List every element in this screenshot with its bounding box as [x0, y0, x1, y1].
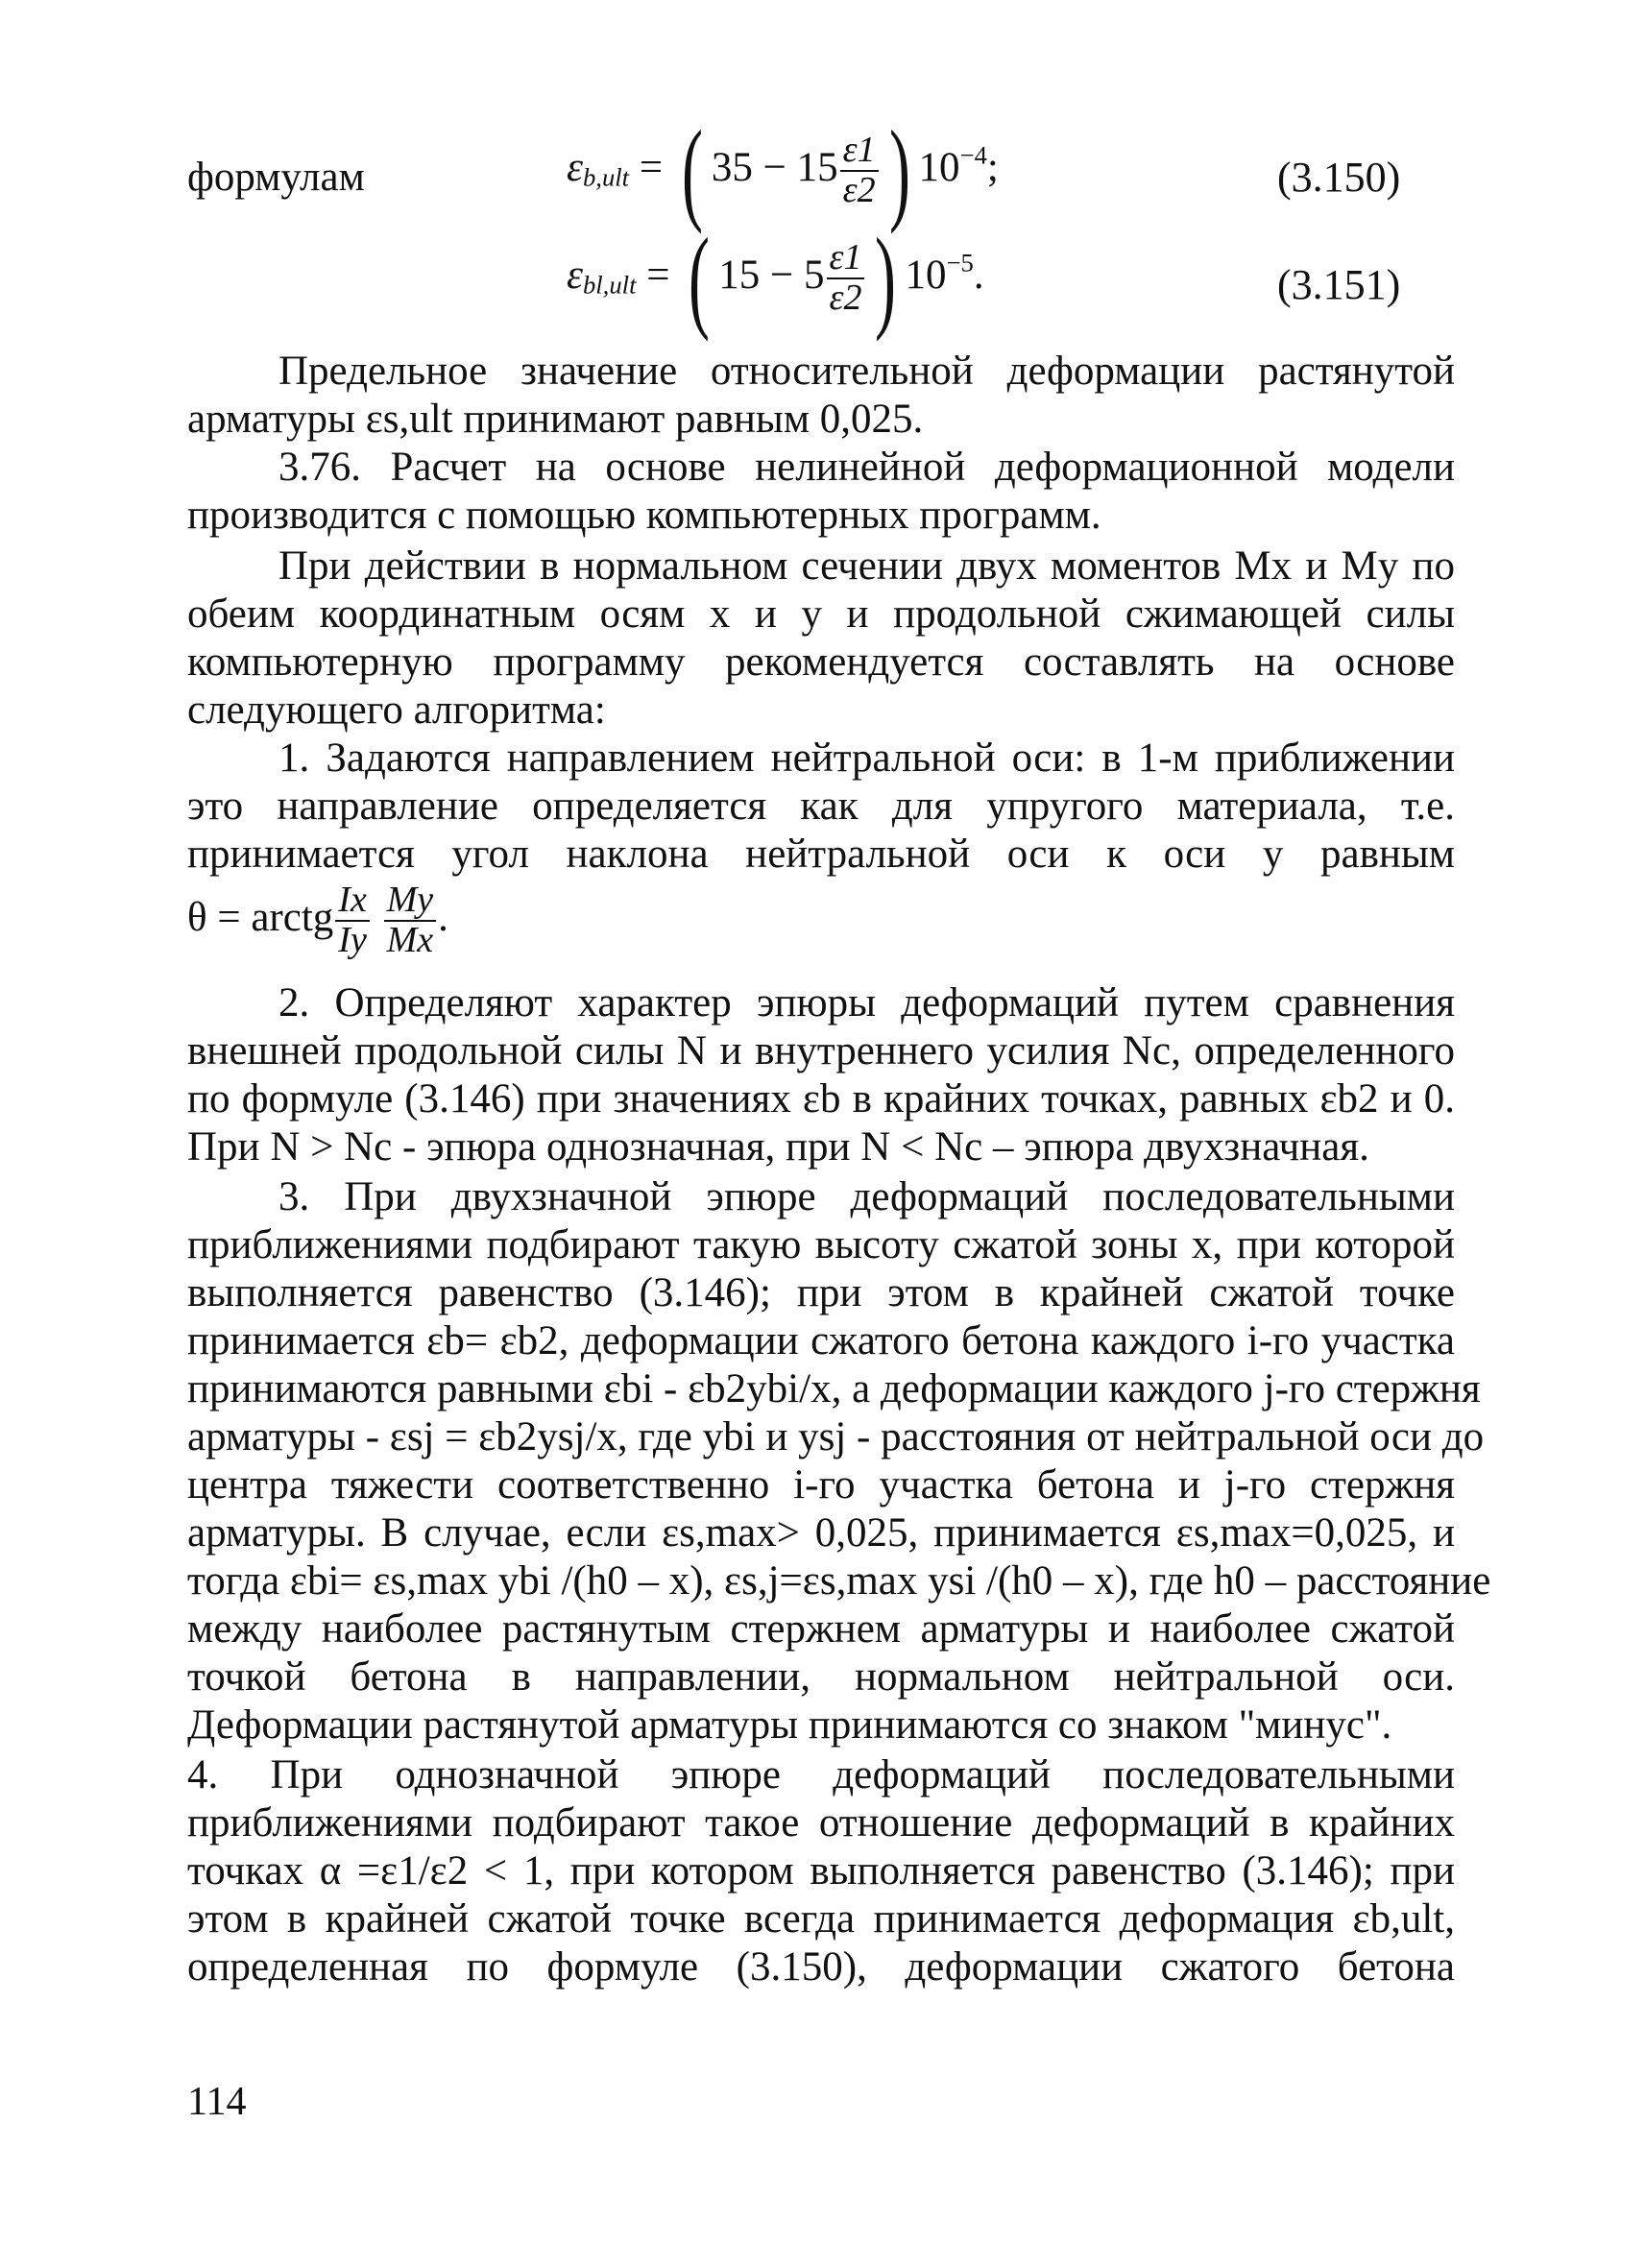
text-line: принимается угол наклона нейтральной оси к оси y равным — [187, 832, 1455, 877]
equation-number-3-150: (3.150) — [1277, 154, 1401, 201]
eq150-numerator: ε1 — [840, 132, 879, 172]
eq150-tail: ; — [986, 144, 999, 190]
text-line: 1. Задаются направлением нейтральной оси: в 1-м приближении — [278, 736, 1455, 781]
eq150-exponent: −4 — [959, 140, 987, 170]
theta-fraction-2 — [384, 881, 437, 960]
text-line: точках α =ε1/ε2 < 1, при котором выполняется равенство (3.146); при — [187, 1848, 1455, 1894]
eq151-power: 10 — [905, 252, 947, 298]
eq151-exponent: −5 — [946, 248, 974, 277]
text-line: внешней продольной силы N и внутреннего усилия Nc, определенного — [187, 1028, 1455, 1074]
eq150-lhs-sub: b,ult — [582, 162, 630, 192]
intro-word: формулам — [187, 155, 365, 200]
text-line: приближениями подбирают такое отношение деформаций в крайних — [187, 1800, 1455, 1846]
theta-tail: . — [438, 894, 448, 940]
text-line: Деформации растянутой арматуры принимаются со знаком "минус". — [187, 1702, 1392, 1748]
text-line: точкой бетона в направлении, нормальном нейтральной оси. — [187, 1654, 1455, 1700]
theta-prefix: θ = arctg — [187, 894, 334, 940]
text-line: принимается εb= εb2, деформации сжатого бетона каждого i-го участка — [187, 1318, 1455, 1363]
theta-num-1: Ix — [335, 881, 370, 922]
eq150-fraction — [840, 132, 879, 210]
page-number: 114 — [187, 2080, 247, 2124]
text-line: приближениями подбирают такую высоту сжатой зоны x, при которой — [187, 1222, 1455, 1267]
theta-fraction-1 — [335, 881, 370, 960]
eq151-lhs-sub: bl,ult — [582, 270, 637, 300]
right-paren: ) — [888, 107, 910, 234]
eq150-lhs: ε — [567, 144, 583, 190]
eq150-denominator: ε2 — [842, 170, 876, 210]
eq151-denominator: ε2 — [829, 277, 862, 318]
eq150-power: 10 — [918, 144, 960, 190]
text-line: между наиболее растянутым стержнем арматуры и наиболее сжатой — [187, 1606, 1455, 1652]
text-line: выполняется равенство (3.146); при этом в крайней сжатой точке — [187, 1270, 1455, 1315]
text-line: производится с помощью компьютерных программ. — [187, 493, 1101, 538]
text-line: центра тяжести соответственно i-го участка бетона и j-го стержня — [187, 1462, 1455, 1508]
eq151-tail: . — [973, 252, 984, 298]
text-line: арматуры εs,ult принимают равным 0,025. — [187, 397, 924, 442]
text-line: 2. Определяют характер эпюры деформаций путем сравнения — [278, 980, 1455, 1025]
eq151-body: 15 − 5 — [718, 252, 825, 298]
text-line: арматуры - εsj = εb2ysj/x, где ybi и ysj - расстояния от нейтральной оси до — [187, 1414, 1485, 1460]
left-paren: ( — [689, 214, 711, 342]
eq150-body: 35 − 15 — [711, 144, 838, 190]
text-line: Предельное значение относительной деформации растянутой — [278, 349, 1455, 394]
theta-num-2: My — [384, 881, 437, 922]
right-paren: ) — [875, 214, 897, 342]
eq151-fraction — [827, 239, 865, 318]
theta-den-1: Iy — [338, 919, 367, 960]
text-line: принимаются равными εbi - εb2ybi/x, а деформации каждого j-го стержня — [187, 1366, 1481, 1411]
equation-3-150: $\varepsilon_{b,ult}$ = ( 35 − 15 $\frac{\varepsilon 1}{\varepsilon 2}$ ) $10^{-4}$; — [567, 107, 999, 234]
text-line: это направление определяется как для упругого материала, т.е. — [187, 784, 1455, 829]
text-line: 4. При однозначной эпюре деформаций последовательными — [187, 1752, 1455, 1798]
theta-den-2: Mx — [386, 919, 434, 960]
text-line: арматуры. В случае, если εs,max> 0,025, принимается εs,max=0,025, и — [187, 1510, 1455, 1556]
text-line: компьютерную программу рекомендуется составлять на основе — [187, 639, 1455, 685]
text-line: тогда εbi= εs,max ybi /(h0 – x), εs,j=εs,max ysi /(h0 – x), где h0 – расстояние — [187, 1558, 1491, 1604]
left-paren: ( — [681, 107, 703, 234]
eq151-lhs: ε — [567, 252, 583, 298]
text-line: 3. При двухзначной эпюре деформаций последовательными — [278, 1174, 1455, 1219]
text-line: обеим координатным осям x и y и продольной сжимающей силы — [187, 591, 1455, 637]
text-line: по формуле (3.146) при значениях εb в крайних точках, равных εb2 и 0. — [187, 1076, 1455, 1122]
equation-number-3-151: (3.151) — [1277, 261, 1401, 308]
text-line: следующего алгоритма: — [187, 688, 606, 733]
eq151-numerator: ε1 — [827, 239, 865, 279]
text-line: определенная по формуле (3.150), деформации сжатого бетона — [187, 1944, 1455, 1990]
text-line: 3.76. Расчет на основе нелинейной деформационной модели — [278, 445, 1455, 490]
equation-3-151: $\varepsilon_{bl,ult}$ = ( 15 − 5 $\frac{\varepsilon 1}{\varepsilon 2}$ ) $10^{-5}$. — [567, 214, 984, 342]
text-line: При действии в нормальном сечении двух моментов Mx и My по — [278, 543, 1455, 589]
text-line: этом в крайней сжатой точке всегда принимается деформация εb,ult, — [187, 1896, 1455, 1942]
theta-formula — [187, 881, 448, 977]
text-line: При N > Nc - эпюра однозначная, при N < Nc – эпюра двухзначная. — [187, 1124, 1369, 1170]
